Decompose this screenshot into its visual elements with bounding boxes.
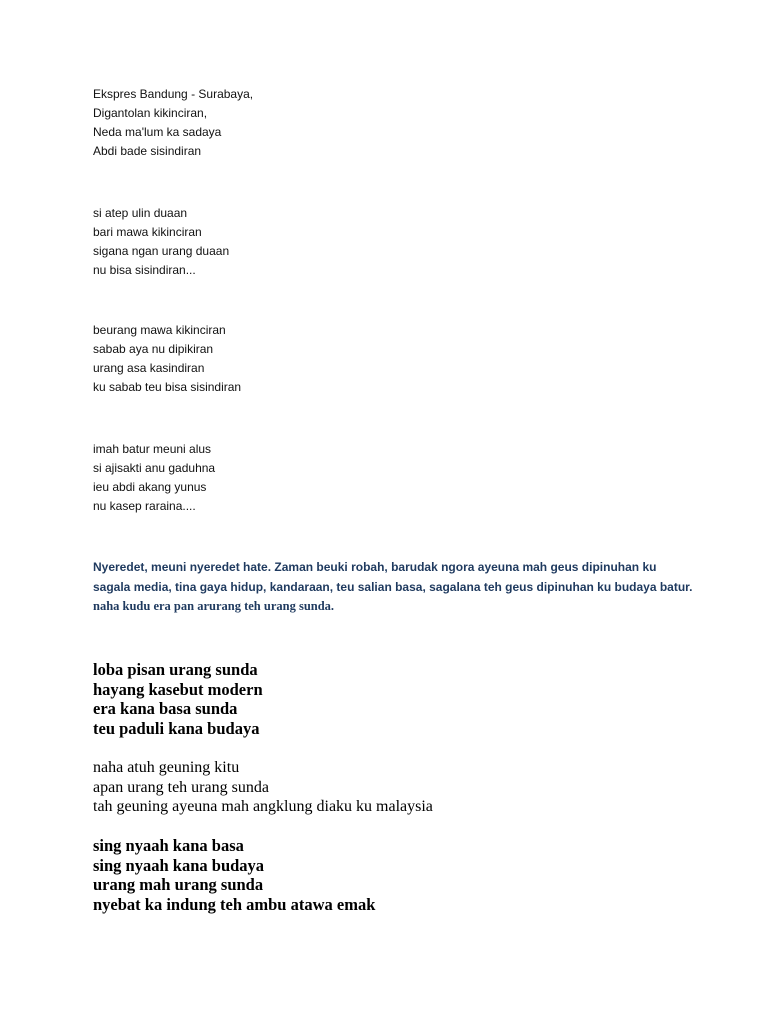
- paragraph-sans-text: Nyeredet, meuni nyeredet hate. Zaman beuki robah, barudak ngora ayeuna mah geus dipinuhan ku sagala media, tina gaya hidup, kandaraan, teu salian basa, sagalana teh geus dipinuhan ku budaya batur.: [93, 560, 693, 594]
- serif-stanza-1: [93, 660, 263, 738]
- stanza-line: Neda ma'lum ka sadaya: [93, 125, 222, 139]
- stanza-line: tah geuning ayeuna mah angklung diaku ku malaysia: [93, 798, 433, 815]
- stanza-line: apan urang teh urang sunda: [93, 778, 269, 796]
- stanza-line: nu kasep raraina....: [93, 499, 196, 513]
- stanza-line: hayang kasebut modern: [93, 679, 263, 699]
- stanza-line: si ajisakti anu gaduhna: [93, 461, 216, 475]
- stanza-line: teu paduli kana budaya: [93, 718, 260, 738]
- stanza-line: era kana basa sunda: [93, 699, 238, 718]
- stanza-3: [93, 321, 241, 397]
- intro-paragraph: [93, 558, 693, 617]
- stanza-line: ieu abdi akang yunus: [93, 480, 207, 494]
- stanza-line: sigana ngan urang duaan: [93, 244, 230, 258]
- stanza-line: naha atuh geuning kitu: [93, 759, 240, 776]
- stanza-line: si atep ulin duaan: [93, 206, 188, 220]
- serif-stanza-2: [93, 758, 433, 817]
- stanza-line: ku sabab teu bisa sisindiran: [93, 380, 242, 394]
- stanza-line: Ekspres Bandung - Surabaya,: [93, 87, 254, 101]
- stanza-line: sing nyaah kana budaya: [93, 855, 265, 875]
- stanza-line: sing nyaah kana basa: [93, 836, 244, 855]
- stanza-line: imah batur meuni alus: [93, 442, 212, 456]
- stanza-line: urang asa kasindiran: [93, 361, 205, 375]
- stanza-2: [93, 204, 229, 280]
- stanza-line: Digantolan kikinciran,: [93, 106, 208, 120]
- stanza-line: nu bisa sisindiran...: [93, 263, 196, 277]
- stanza-line: Abdi bade sisindiran: [93, 144, 202, 158]
- paragraph-serif-text: naha kudu era pan arurang teh urang sunda.: [93, 599, 335, 613]
- stanza-line: loba pisan urang sunda: [93, 660, 258, 679]
- stanza-line: beurang mawa kikinciran: [93, 323, 226, 337]
- stanza-line: sabab aya nu dipikiran: [93, 342, 214, 356]
- stanza-line: urang mah urang sunda: [93, 875, 264, 894]
- stanza-line: bari mawa kikinciran: [93, 225, 202, 239]
- serif-stanza-3: [93, 836, 375, 914]
- stanza-line: nyebat ka indung teh ambu atawa emak: [93, 894, 376, 914]
- stanza-4: [93, 440, 215, 516]
- stanza-1: [93, 85, 253, 161]
